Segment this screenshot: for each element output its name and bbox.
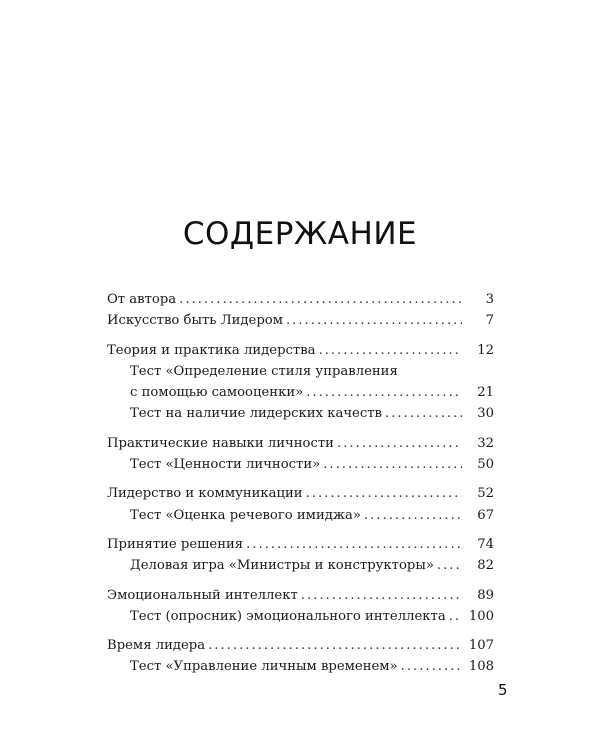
toc-entry-title: Лидерство и коммуникации [107,486,303,502]
toc-subentry-test-rechevoj-imidzh[interactable] [107,505,494,526]
dot-leader [301,585,462,606]
toc-entry-page: 50 [477,457,494,473]
dot-leader [323,454,462,475]
toc-entry-title: Практические навыки личности [107,435,334,451]
dot-leader [449,606,462,627]
toc-entry-page: 12 [477,342,494,358]
toc-entry-title: Принятие решения [107,536,244,552]
toc-entry-page: 7 [485,313,494,329]
toc-entry-title: Время лидера [107,638,206,654]
toc-entry-title: Эмоциональный интеллект [107,587,298,603]
toc-subentry-test-liderskie-kachestva[interactable] [107,403,494,424]
dot-leader [337,433,462,454]
toc-entry-title: с помощью самооценки» [130,385,304,401]
toc-entry-vremya-lidera[interactable] [107,635,494,656]
toc-entry-title: Тест «Оценка речевого имиджа» [130,507,361,523]
toc-subentry-test-stil-upravleniya-line1[interactable] [107,361,494,382]
toc-entry-page: 74 [477,536,494,552]
dot-leader [246,534,462,555]
dot-leader [437,555,462,576]
dot-leader [179,289,462,310]
toc-entry-page: 3 [485,292,494,307]
toc-entry-page: 82 [477,558,494,574]
dot-leader [306,382,462,403]
toc-entry-title: Тест «Управление личным временем» [130,659,398,675]
toc-entry-title: Деловая игра «Министры и конструкторы» [130,558,434,574]
toc-entry-title: Теория и практика лидерства [107,342,316,358]
toc-entry-page: 100 [468,608,494,624]
toc-entry-title: Тест (опросник) эмоционального интеллекта [130,608,446,624]
toc-entry-page: 107 [468,638,494,654]
toc-group [107,340,494,425]
toc-entry-liderstvo-i-kommunikacii[interactable] [107,483,494,504]
dot-leader [364,505,462,526]
toc-entry-page: 30 [477,406,494,422]
toc-group [107,635,494,678]
toc-entry-title: Тест на наличие лидерских качеств [130,406,382,422]
toc-subentry-test-cennosti[interactable] [107,454,494,475]
dot-leader [286,310,462,331]
toc-entry-page: 89 [477,587,494,603]
dot-leader [401,656,462,677]
toc-entry-title: Искусство быть Лидером [107,313,283,329]
dot-leader [385,403,462,424]
dot-leader [208,635,462,656]
page-number: 5 [498,681,508,699]
page-title: СОДЕРЖАНИЕ [182,216,418,252]
dot-leader [318,340,462,361]
toc-group [107,534,494,577]
toc-group [107,483,494,526]
toc-subentry-test-stil-upravleniya-line2[interactable] [107,382,494,403]
toc-entry-iskusstvo-byt-liderom[interactable] [107,310,494,331]
toc-entry-ot-avtora[interactable] [107,289,494,310]
toc-entry-prinyatie-resheniya[interactable] [107,534,494,555]
toc-entry-title: Тест «Ценности личности» [130,457,321,473]
toc-entry-page: 108 [468,659,494,675]
toc-group [107,289,494,332]
toc-subentry-test-upravlenie-vremenem[interactable] [107,656,494,677]
toc-entry-prakticheskie-navyki[interactable] [107,433,494,454]
toc-entry-page: 21 [477,385,494,401]
toc-entry-title: От автора [107,292,177,307]
toc-entry-title: Тест «Определение стиля управления [130,363,398,379]
toc-entry-page: 52 [477,486,494,502]
toc-subentry-test-oprosnik[interactable] [107,606,494,627]
toc-entry-page: 67 [477,507,494,523]
toc-group [107,433,494,476]
table-of-contents [107,289,494,686]
dot-leader [306,483,462,504]
toc-group [107,585,494,628]
toc-entry-teoriya-i-praktika[interactable] [107,340,494,361]
toc-entry-emocionalnyj-intellekt[interactable] [107,585,494,606]
toc-entry-page: 32 [477,435,494,451]
toc-subentry-delovaya-igra[interactable] [107,555,494,576]
